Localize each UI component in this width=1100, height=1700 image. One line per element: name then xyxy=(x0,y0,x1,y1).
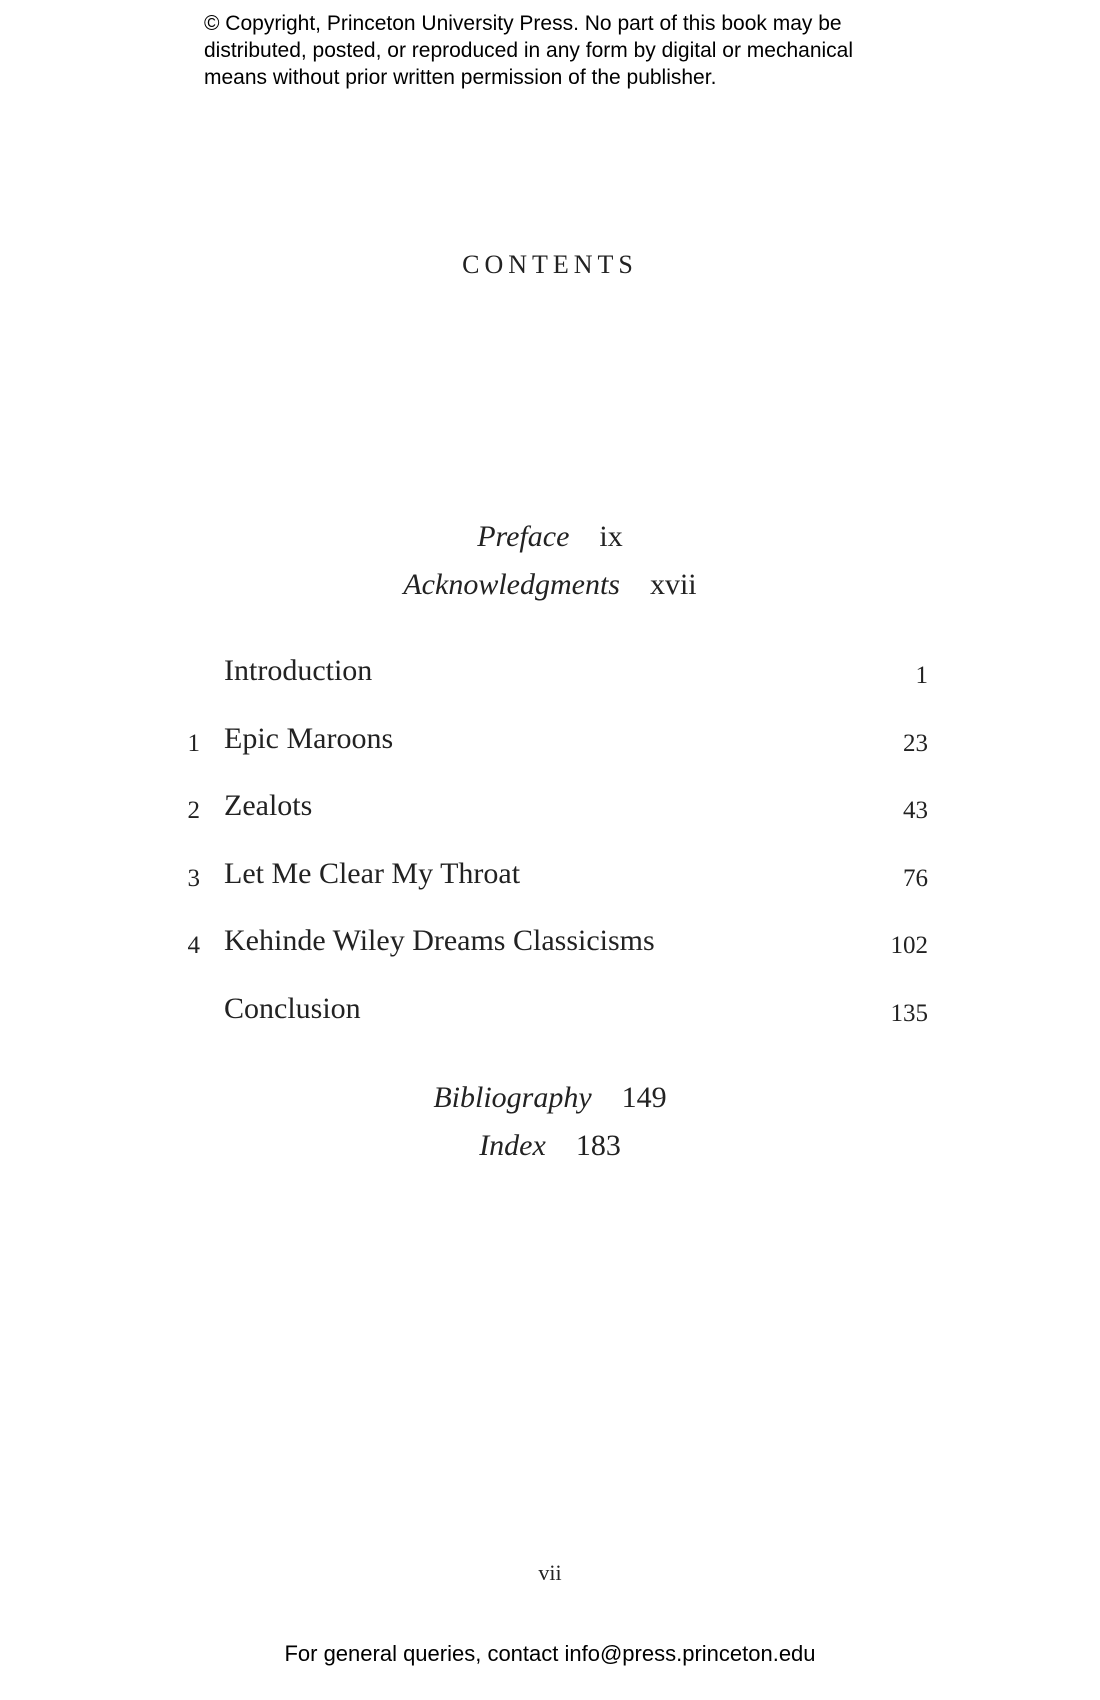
chapter-title: Introduction xyxy=(224,654,373,687)
toc-entry-page: 149 xyxy=(621,1081,667,1114)
toc-entry-title: Bibliography xyxy=(433,1081,592,1114)
toc-entry-page: xvii xyxy=(649,568,697,601)
toc-back-entry xyxy=(0,1129,1100,1163)
toc-entry-title: Index xyxy=(479,1129,546,1162)
toc-entry-page: ix xyxy=(599,520,623,553)
toc-chapter-row xyxy=(0,992,1100,1032)
toc-entry-title: Preface xyxy=(477,520,570,553)
chapter-page: 102 xyxy=(890,932,928,959)
chapter-number: 3 xyxy=(187,865,200,892)
copyright-notice xyxy=(204,10,924,91)
chapter-title: Conclusion xyxy=(224,992,361,1025)
chapter-number: 1 xyxy=(187,730,200,757)
chapter-title: Zealots xyxy=(224,789,313,822)
copyright-line: © Copyright, Princeton University Press. No part of this book may be xyxy=(204,12,842,35)
chapter-page: 76 xyxy=(903,865,928,892)
copyright-line: means without prior written permission of the publisher. xyxy=(204,66,717,89)
chapter-page: 23 xyxy=(903,730,928,757)
chapter-number: 2 xyxy=(187,797,200,824)
chapter-title: Epic Maroons xyxy=(224,722,394,755)
toc-entry-page: 183 xyxy=(575,1129,621,1162)
chapter-title: Kehinde Wiley Dreams Classicisms xyxy=(224,924,655,957)
chapter-page: 1 xyxy=(915,662,928,689)
chapter-title: Let Me Clear My Throat xyxy=(224,857,521,890)
chapter-page: 135 xyxy=(890,1000,928,1027)
toc-back-entry xyxy=(0,1081,1100,1115)
chapter-page: 43 xyxy=(903,797,928,824)
chapter-number: 4 xyxy=(187,932,200,959)
toc-chapter-row xyxy=(0,654,1100,694)
toc-entry-title: Acknowledgments xyxy=(403,568,620,601)
toc-chapter-row xyxy=(0,722,1100,762)
toc-front-entry xyxy=(0,568,1100,602)
toc-chapter-row xyxy=(0,789,1100,829)
toc-chapter-row xyxy=(0,924,1100,964)
footer-contact: For general queries, contact info@press.princeton.edu xyxy=(284,1641,816,1666)
toc-front-entry xyxy=(0,520,1100,554)
toc-chapter-row xyxy=(0,857,1100,897)
page-title: CONTENTS xyxy=(462,250,638,279)
copyright-line: distributed, posted, or reproduced in any form by digital or mechanical xyxy=(204,39,854,62)
page-number: vii xyxy=(538,1560,562,1585)
